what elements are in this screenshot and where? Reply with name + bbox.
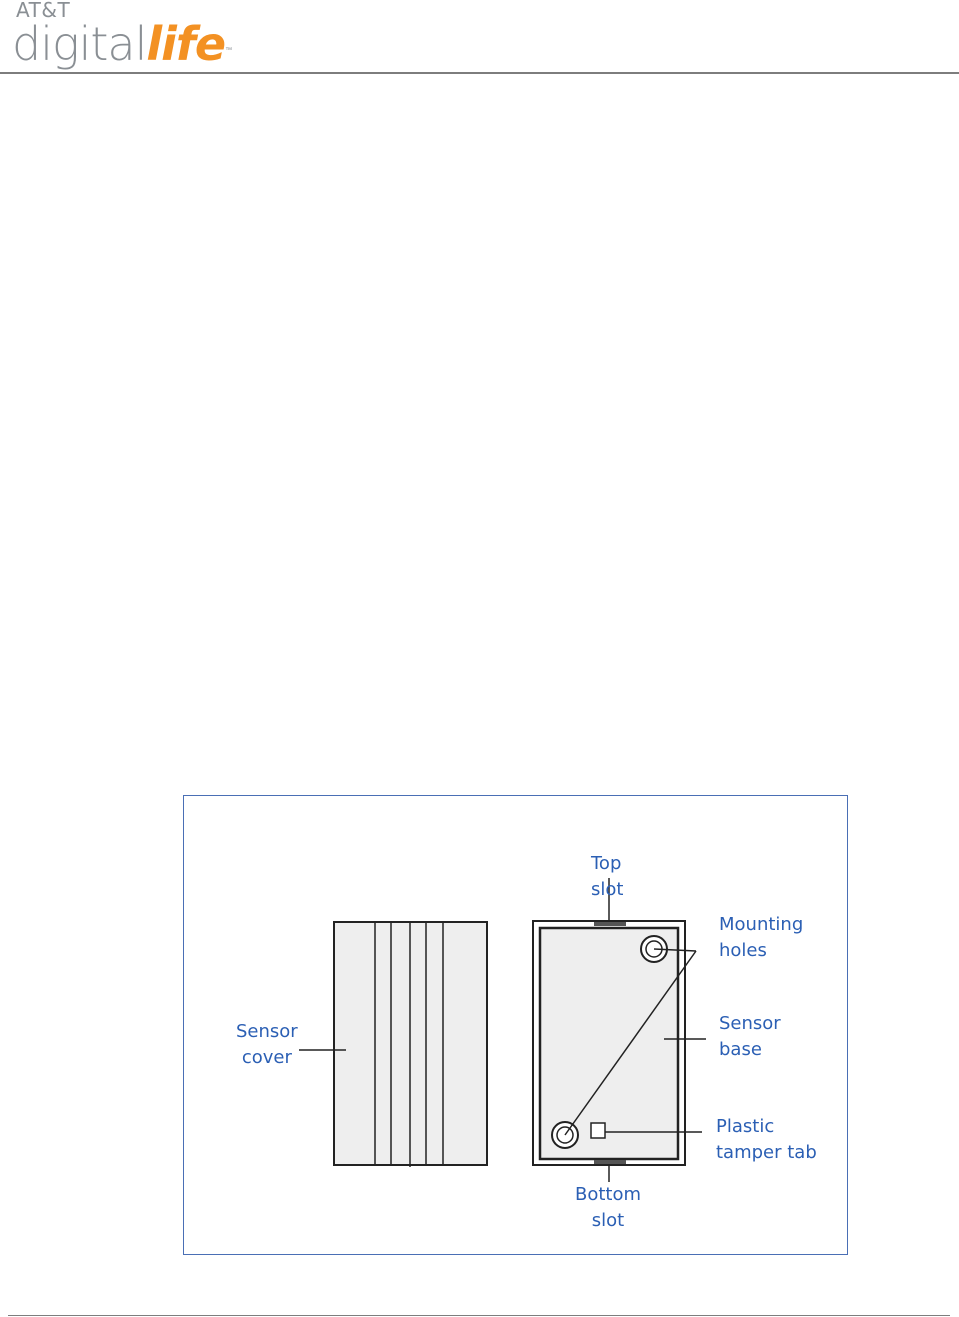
top-slot-label <box>591 851 623 903</box>
top-slot-label-line2: slot <box>591 879 624 900</box>
bottom-slot-shape <box>594 1160 626 1164</box>
mounting-holes-label-line2: holes <box>719 940 767 961</box>
digitallife-logo <box>12 16 231 72</box>
logo-trademark: ™ <box>225 46 232 54</box>
logo-life-text: life <box>146 17 226 71</box>
sensor-base-label-line2: base <box>719 1039 762 1060</box>
sensor-diagram-figure <box>183 795 848 1255</box>
plastic-tamper-tab-label <box>716 1114 817 1166</box>
sensor-base-label-line1: Sensor <box>719 1013 781 1034</box>
header-divider <box>0 72 959 74</box>
sensor-cover-label <box>236 1019 298 1071</box>
logo-digital-text: digital <box>12 17 147 71</box>
top-slot-shape <box>594 922 626 926</box>
att-logo-text: AT&T <box>16 0 71 22</box>
plastic-tab-label-line2: tamper tab <box>716 1142 817 1163</box>
page-header <box>0 0 959 75</box>
mounting-holes-label-line1: Mounting <box>719 914 804 935</box>
mounting-holes-label <box>719 912 803 964</box>
sensor-base-label <box>719 1011 781 1063</box>
bottom-slot-label-line2: slot <box>591 1210 625 1231</box>
bottom-slot-label-line1: Bottom <box>575 1184 642 1205</box>
sensor-cover-label-line2: cover <box>241 1047 292 1068</box>
footer-divider <box>8 1315 950 1316</box>
sensor-cover-label-line1: Sensor <box>236 1021 298 1042</box>
bottom-slot-label <box>575 1182 641 1234</box>
plastic-tab-label-line1: Plastic <box>716 1116 775 1137</box>
top-slot-label-line1: Top <box>591 853 622 874</box>
plastic-tamper-tab-shape <box>591 1123 605 1138</box>
